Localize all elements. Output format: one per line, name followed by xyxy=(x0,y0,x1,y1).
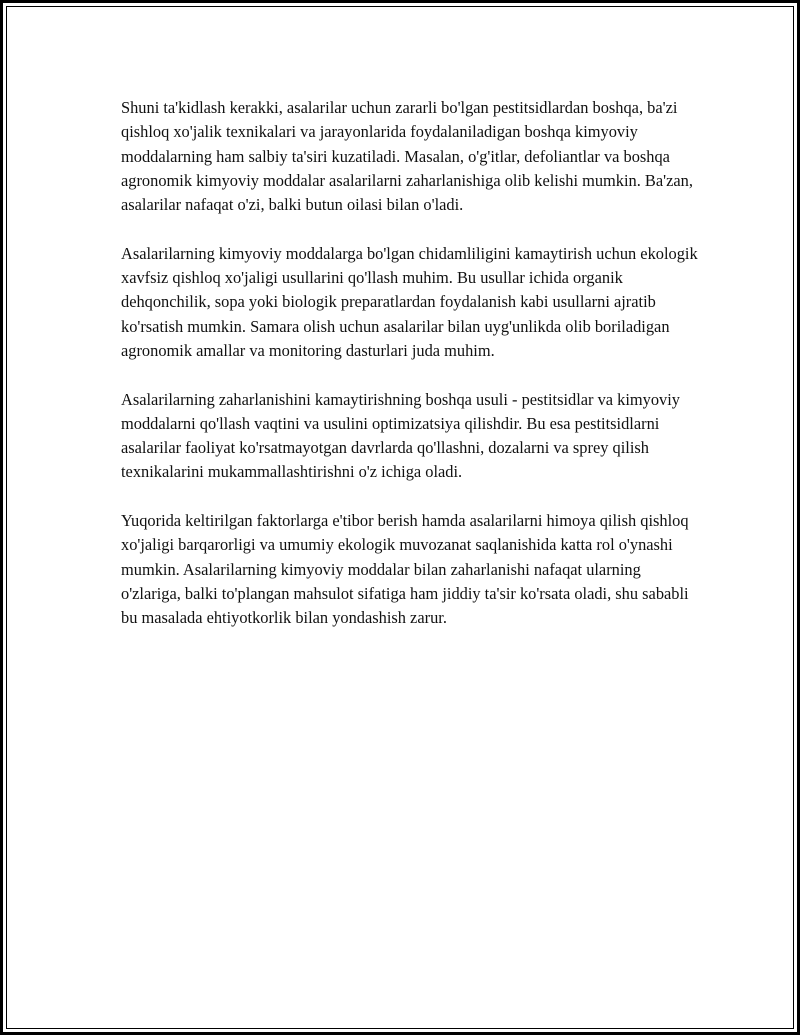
paragraph-3: Asalarilarning zaharlanishini kamaytirishning boshqa usuli - pestitsidlar va kimyoviy moddalarni qo'llash vaqtini va usulini optimizatsiya qilishdir. Bu esa pestitsidlarni asalarilar faoliyat ko'rsatmayotgan davrlarda qo'llashni, dozalarni va sprey qilish texnikalarini mukammallashtirishni o'z ichiga oladi. xyxy=(121,389,680,482)
paragraph-2: Asalarilarning kimyoviy moddalarga bo'lgan chidamliligini kamaytirish uchun ekologik xavfsiz qishloq xo'jaligi usullarini qo'llash muhim. Bu usullar ichida organik dehqonchilik, sopa yoki biologik preparatlardan foydalanish kabi usullarni ajratib ko'rsatish mumkin. Samara olish uchun asalarilar bilan uyg'unlikda olib boriladigan agronomik amallar va monitoring dasturlari juda muhim. xyxy=(121,243,698,360)
paragraph-4: Yuqorida keltirilgan faktorlarga e'tibor berish hamda asalarilarni himoya qilish qishloq xo'jaligi barqarorligi va umumiy ekologik muvozanat saqlanishida katta rol o'ynashi mumkin. Asalarilarning kimyoviy moddalar bilan zaharlanishi nafaqat ularning o'zlariga, balki to'plangan mahsulot sifatiga ham jiddiy ta'sir ko'rsata oladi, shu sababli bu masalada ehtiyotkorlik bilan yondashish zarur. xyxy=(121,511,689,628)
paragraph-1: Shuni ta'kidlash kerakki, asalarilar uchun zararli bo'lgan pestitsidlardan boshqa, ba'zi qishloq xo'jalik texnikalari va jarayonlarida foydalaniladigan boshqa kimyoviy moddalarning ham salbiy ta'siri kuzatiladi. Masalan, o'g'itlar, defoliantlar va boshqa agronomik kimyoviy moddalar asalarilarni zaharlanishiga olib kelishi mumkin. Ba'zan, asalarilar nafaqat o'zi, balki butun oilasi bilan o'ladi. xyxy=(121,98,693,215)
document-body xyxy=(121,96,701,655)
